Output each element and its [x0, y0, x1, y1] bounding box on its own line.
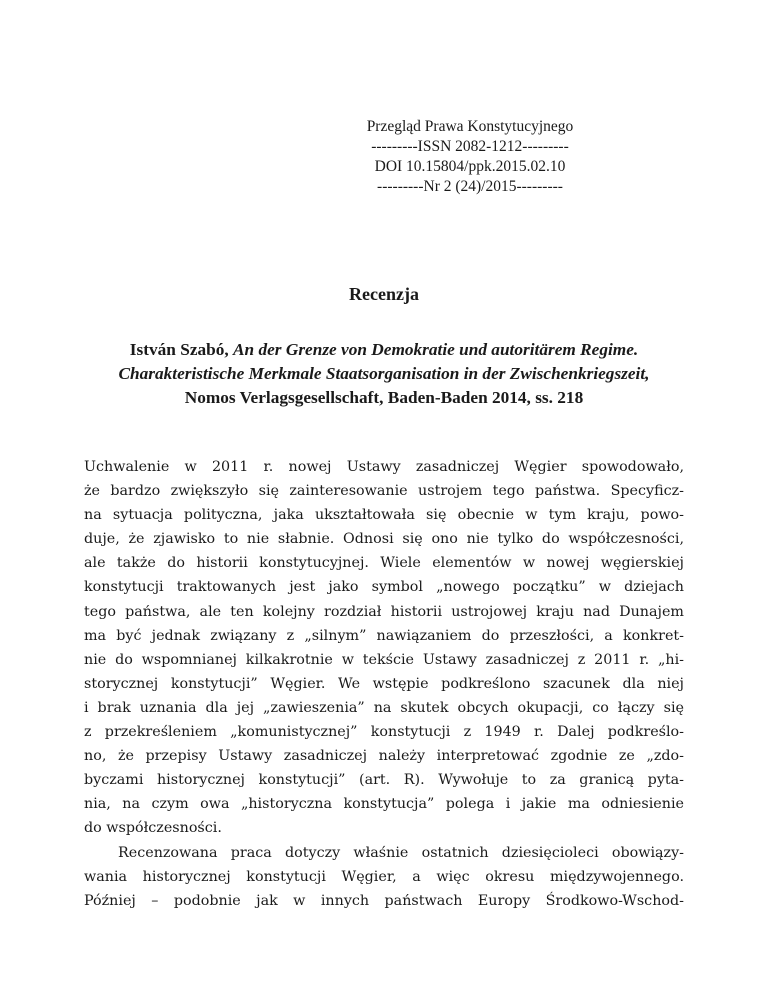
body-line: ma być jednak związany z „silnym” nawiązaniem do przeszłości, a konkret- — [84, 627, 684, 644]
body-line: no, że przepisy Ustawy zasadniczej należy interpretować zgodnie ze „zdo- — [84, 748, 684, 765]
body-line: Recenzowana praca dotyczy właśnie ostatnich dziesięcioleci obowiązy- — [118, 844, 684, 861]
section-title: Recenzja — [349, 284, 419, 304]
issue-number: ---------Nr 2 (24)/2015--------- — [377, 178, 563, 195]
body-line: na sytuacja polityczna, jaka ukształtowała się obecnie w tym kraju, powo- — [84, 507, 684, 524]
citation-line-1 — [70, 338, 698, 362]
body-line: i brak uznania dla jej „zawieszenia” na skutek obcych okupacji, co łączy się — [84, 699, 684, 716]
publisher-info: Nomos Verlagsgesellschaft, Baden-Baden 2014, ss. 218 — [184, 388, 584, 407]
body-line: konstytucji traktowanych jest jako symbol „nowego początku” w dziejach — [84, 579, 684, 596]
book-title-part-1: An der Grenze von Demokratie und autoritärem Regime. — [233, 340, 639, 359]
body-line: byczami historycznej konstytucji” (art. R). Wywołuje to za granicą pyta- — [84, 772, 684, 789]
body-line: storycznej konstytucji” Węgier. We wstępie podkreślono szacunek dla niej — [84, 675, 684, 692]
body-line: duje, że zjawisko to nie słabnie. Odnosi się ono nie tylko do współczesności, — [84, 531, 684, 548]
body-line: że bardzo zwiększyło się zainteresowanie ustrojem tego państwa. Specyficz- — [84, 483, 684, 500]
journal-header — [300, 117, 640, 197]
body-line: z przekreśleniem „komunistycznej” konstytucji z 1949 r. Dalej podkreślo- — [84, 724, 684, 741]
review-body — [84, 455, 684, 913]
body-line: ale także do historii konstytucyjnej. Wiele elementów w nowej węgierskiej — [84, 555, 684, 572]
book-citation — [70, 338, 698, 410]
book-title-part-2: Charakteristische Merkmale Staatsorganisation in der Zwischenkriegszeit, — [118, 364, 650, 383]
issn: ---------ISSN 2082-1212--------- — [371, 138, 569, 155]
body-line: Później – podobnie jak w innych państwach Europy Środkowo-Wschod- — [84, 892, 684, 909]
doi: DOI 10.15804/ppk.2015.02.10 — [374, 158, 566, 175]
body-line: do współczesności. — [84, 820, 222, 837]
body-line: Uchwalenie w 2011 r. nowej Ustawy zasadniczej Węgier spowodowało, — [84, 459, 684, 475]
body-line: tego państwa, ale ten kolejny rozdział historii ustrojowej kraju nad Dunajem — [84, 603, 684, 620]
citation-line-2 — [70, 362, 698, 386]
body-line: nie do wspomnianej kilkakrotnie w tekście Ustawy zasadniczej z 2011 r. „hi- — [84, 651, 684, 668]
journal-name: Przegląd Prawa Konstytucyjnego — [366, 118, 574, 135]
author-name: István Szabó, — [129, 340, 234, 359]
body-line: nia, na czym owa „historyczna konstytucja” polega i jakie ma odniesienie — [84, 796, 684, 813]
body-line: wania historycznej konstytucji Węgier, a więc okresu międzywojennego. — [84, 868, 684, 885]
